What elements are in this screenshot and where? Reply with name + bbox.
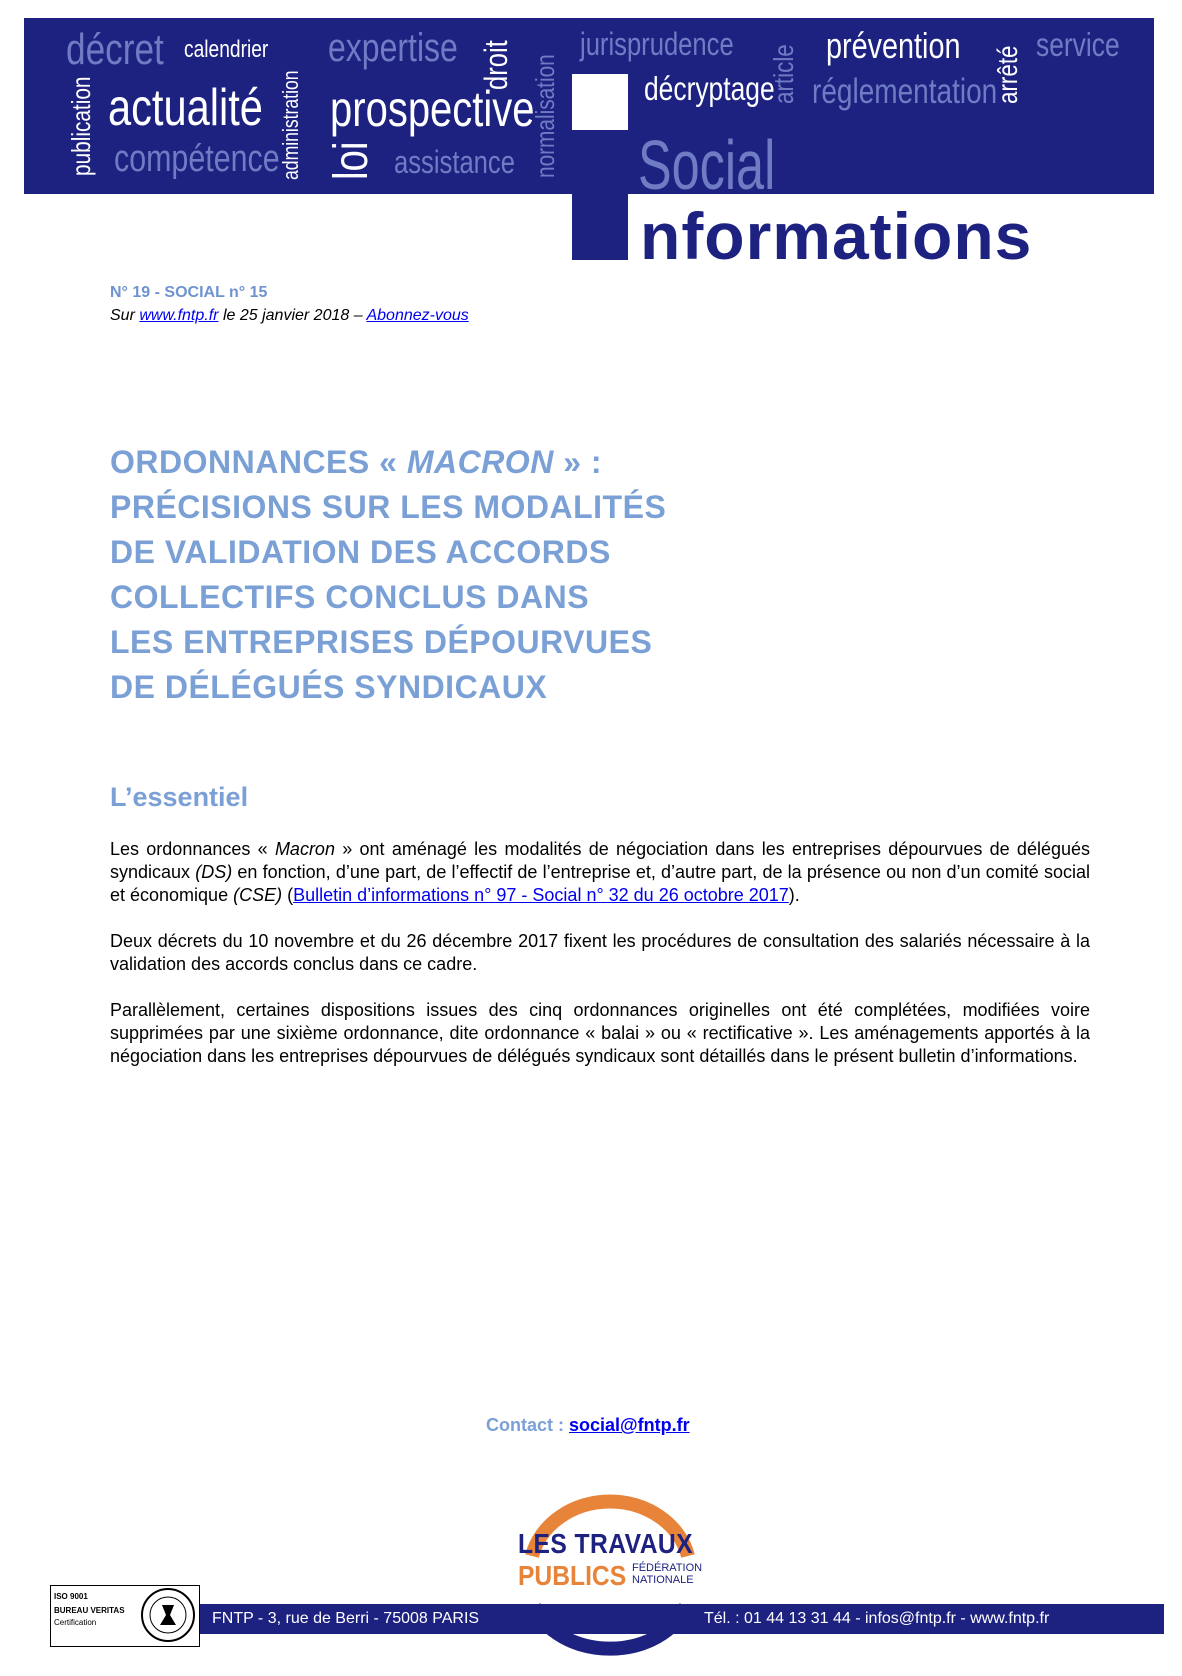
- contact-line: [486, 1415, 690, 1436]
- banner-word-expertise: expertise: [328, 26, 458, 70]
- date-text: le 25 janvier 2018 –: [222, 307, 363, 324]
- text-span: Macron: [274, 839, 335, 859]
- logo-text-federation: [632, 1562, 702, 1586]
- sur-text: Sur: [110, 307, 135, 324]
- title-part: » :: [553, 444, 603, 480]
- text-span: Les ordonnances «: [110, 839, 275, 859]
- banner-word-normalisation: normalisation: [530, 54, 560, 178]
- site-link[interactable]: www.fntp.fr: [139, 307, 219, 324]
- text-span: ).: [788, 885, 800, 905]
- banner-word-assistance: assistance: [394, 144, 515, 180]
- banner-word-article: article: [768, 44, 799, 104]
- banner-word-prospective: prospective: [330, 81, 535, 137]
- essentiel-heading: L’essentiel: [110, 782, 249, 812]
- banner-word-calendrier: calendrier: [184, 36, 269, 63]
- logo-federation: FÉDÉRATION: [632, 1562, 703, 1574]
- banner-word-actualite: actualité: [108, 79, 263, 137]
- footer-address: FNTP - 3, rue de Berri - 75008 PARIS: [212, 1610, 480, 1627]
- contact-email-link[interactable]: social@fntp.fr: [569, 1415, 690, 1435]
- title-line: DE DÉLÉGUÉS SYNDICAUX: [110, 669, 548, 705]
- publication-line: [110, 307, 469, 325]
- title-macron: MACRON: [406, 444, 554, 480]
- banner-word-prevention: prévention: [826, 25, 961, 66]
- banner-word-service: service: [1036, 26, 1120, 63]
- essentiel-paragraph-2: Deux décrets du 10 novembre et du 26 décembre 2017 fixent les procédures de consultation des salariés nécessaire à la validation des accords conclus dans ce cadre.: [110, 931, 1090, 974]
- banner-word-jurisprudence: jurisprudence: [580, 26, 734, 62]
- contact-label: Contact :: [486, 1415, 564, 1435]
- subscribe-link[interactable]: Abonnez-vous: [366, 307, 469, 324]
- banner-word-decryptage: décryptage: [644, 70, 775, 107]
- title-line: PRÉCISIONS SUR LES MODALITÉS: [110, 489, 667, 525]
- logo-text-publics: PUBLICS: [518, 1560, 627, 1591]
- banner-white-square: [572, 74, 628, 130]
- text-span: (DS): [195, 862, 233, 882]
- footer-contact: Tél. : 01 44 13 31 44 - infos@fntp.fr - www.fntp.fr: [704, 1610, 1050, 1627]
- title-part: ORDONNANCES «: [110, 444, 407, 480]
- text-span: » ont aménagé les modalités de négociation dans les entreprises dépourvues de délégués syndicaux: [110, 839, 1090, 882]
- banner-word-administration: administration: [278, 70, 303, 180]
- essentiel-paragraph-3: Parallèlement, certaines dispositions issues des cinq ordonnances originelles ont été complétées, modifiées voire supprimées par une sixième ordonnance, dite ordonnance « balai » ou « rectificative ». Les aménagements apportés à la négociation dans les entreprises dépourvues de délégués syndicaux sont détaillés dans le présent bulletin d’informations.: [110, 1000, 1090, 1066]
- banner-word-arrete: arrêté: [992, 45, 1023, 104]
- banner-word-droit: droit: [478, 40, 514, 90]
- bureau-veritas-label: BUREAU VERITAS: [54, 1606, 125, 1615]
- banner-word-loi: loi: [325, 141, 378, 180]
- title-line: LES ENTREPRISES DÉPOURVUES: [110, 624, 653, 660]
- certification-label: Certification: [54, 1618, 97, 1627]
- bulletin-link[interactable]: Bulletin d’informations n° 97 - Social n° 32 du 26 octobre 2017: [293, 885, 789, 905]
- essentiel-paragraph-1: [110, 838, 1090, 907]
- text-span: en fonction, d’une part, de l’effectif de l’entreprise et, d’autre part, de la présence ou non d’un comité social et économique: [110, 862, 1090, 905]
- bureau-veritas-seal-icon: [140, 1587, 196, 1643]
- logo-text-les-travaux: LES TRAVAUX: [518, 1528, 694, 1559]
- title-line: COLLECTIFS CONCLUS DANS: [110, 579, 590, 615]
- social-wordmark: Social: [638, 126, 776, 204]
- document-title: [110, 440, 666, 710]
- issue-number: N° 19 - SOCIAL n° 15: [110, 284, 268, 301]
- title-line: DE VALIDATION DES ACCORDS: [110, 534, 611, 570]
- banner-word-decret: décret: [66, 25, 164, 74]
- logo-nationale: NATIONALE: [632, 1574, 694, 1586]
- banner-word-publication: publication: [66, 76, 96, 176]
- iso-label: ISO 9001: [54, 1592, 88, 1601]
- banner-word-competence: compétence: [114, 138, 280, 180]
- banner-word-reglementation: réglementation: [812, 72, 998, 111]
- text-span: (CSE): [233, 885, 283, 905]
- text-span: (: [282, 885, 294, 905]
- informations-wordmark: nformations: [640, 199, 1033, 273]
- i-stem-square: [572, 194, 628, 260]
